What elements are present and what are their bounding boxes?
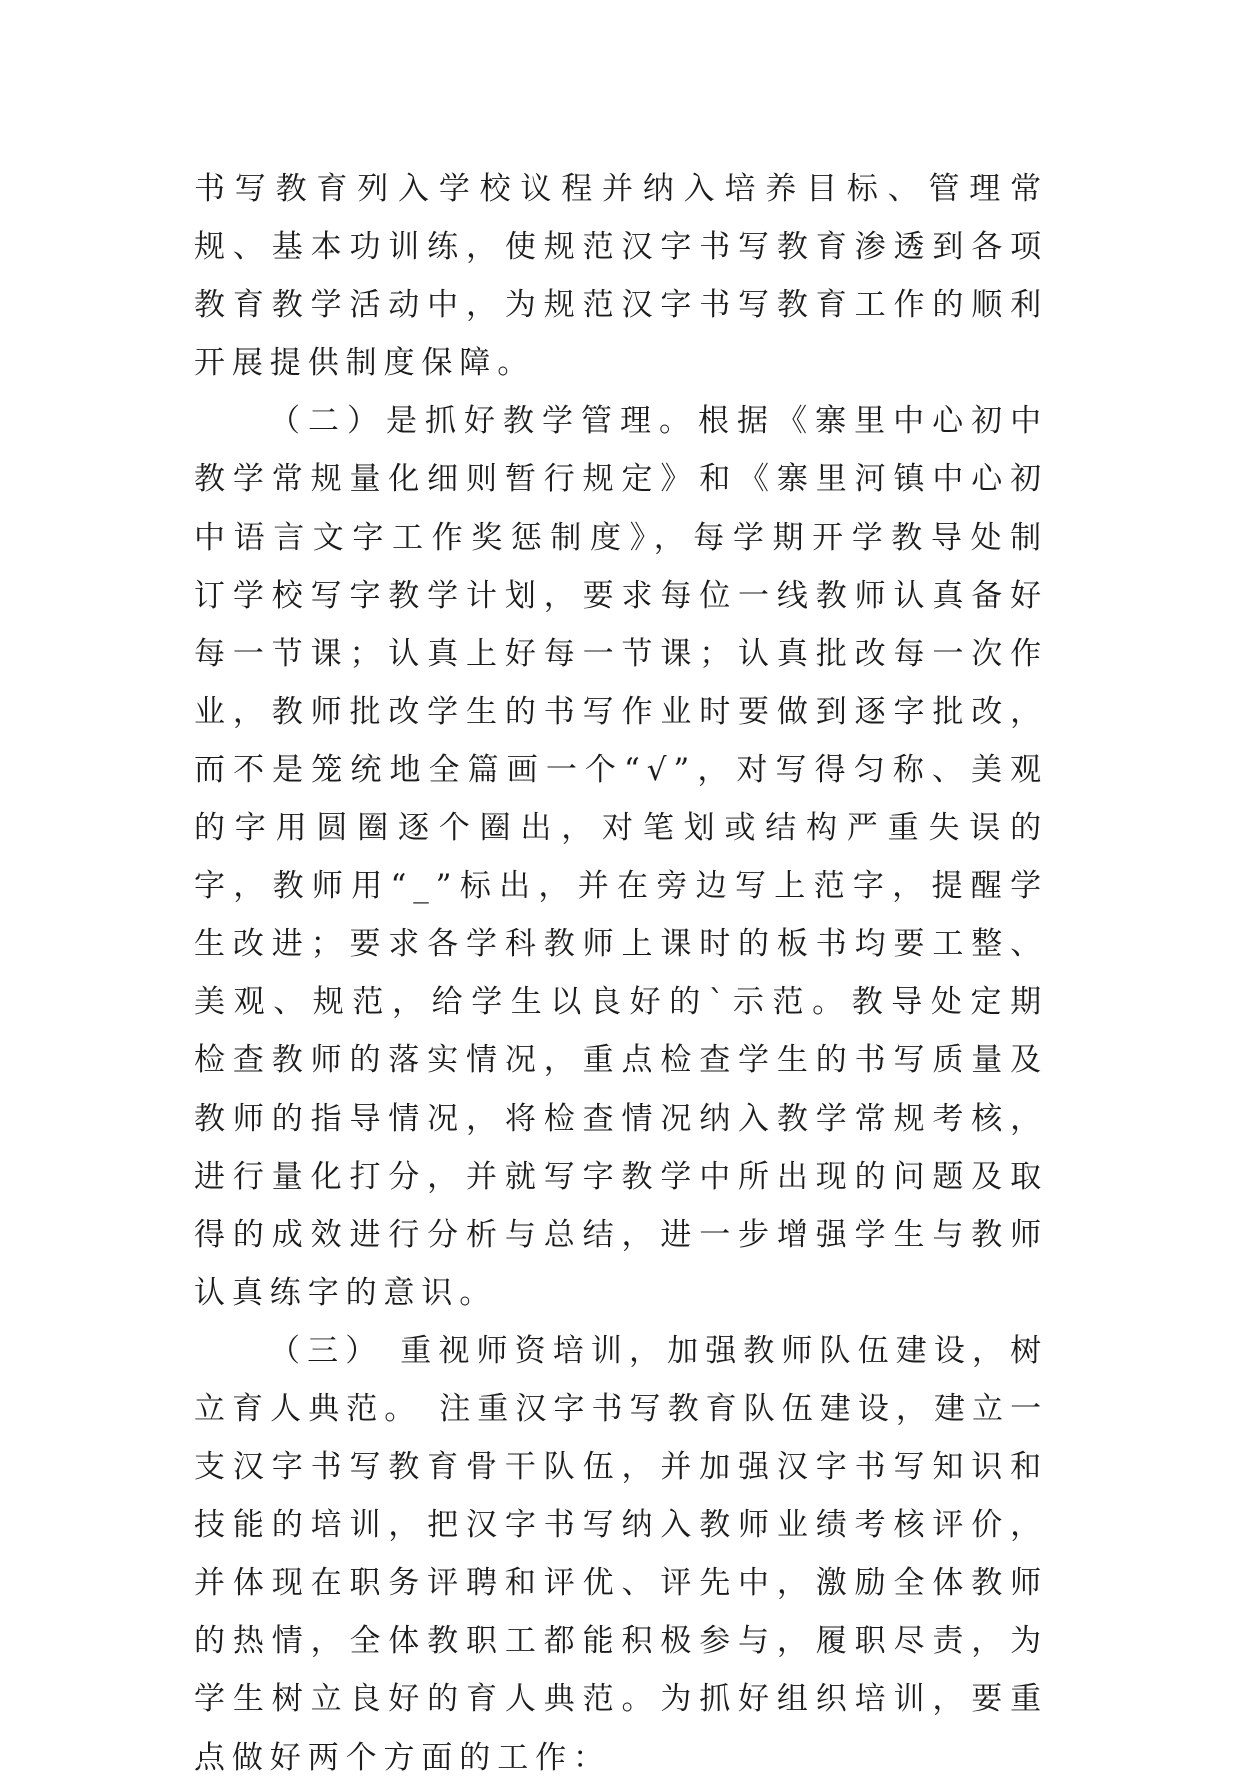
document-body — [194, 160, 1048, 1787]
paragraph-continuation: 书写教育列入学校议程并纳入培养目标、管理常规、基本功训练，使规范汉字书写教育渗透到各项教育教学活动中，为规范汉字书写教育工作的顺利开展提供制度保障。 — [194, 171, 1048, 382]
paragraph-teaching-management: （二）是抓好教学管理。根据《寨里中心初中教学常规量化细则暂行规定》和《寨里河镇中心初中语言文字工作奖惩制度》，每学期开学教导处制订学校写字教学计划，要求每位一线教师认真备好每一节课；认真上好每一节课；认真批改每一次作业，教师批改学生的书写作业时要做到逐字批改，而不是笼统地全篇画一个“√”，对写得匀称、美观的字用圆圈逐个圈出，对笔划或结构严重失误的字，教师用“_”标出，并在旁边写上范字，提醒学生改进；要求各学科教师上课时的板书均要工整、美观、规范，给学生以良好的`示范。教导处定期检查教师的落实情况，重点检查学生的书写质量及教师的指导情况，将检查情况纳入教学常规考核，进行量化打分，并就写字教学中所出现的问题及取得的成效进行分析与总结，进一步增强学生与教师认真练字的意识。 — [194, 403, 1048, 1311]
paragraph-teacher-training: （三） 重视师资培训，加强教师队伍建设，树立育人典范。 注重汉字书写教育队伍建设，建立一支汉字书写教育骨干队伍，并加强汉字书写知识和技能的培训，把汉字书写纳入教师业绩考核评价，并体现在职务评聘和评优、评先中，激励全体教师的热情，全体教职工都能积极参与，履职尽责，为学生树立良好的育人典范。为抓好组织培训，要重点做好两个方面的工作： — [194, 1332, 1048, 1776]
